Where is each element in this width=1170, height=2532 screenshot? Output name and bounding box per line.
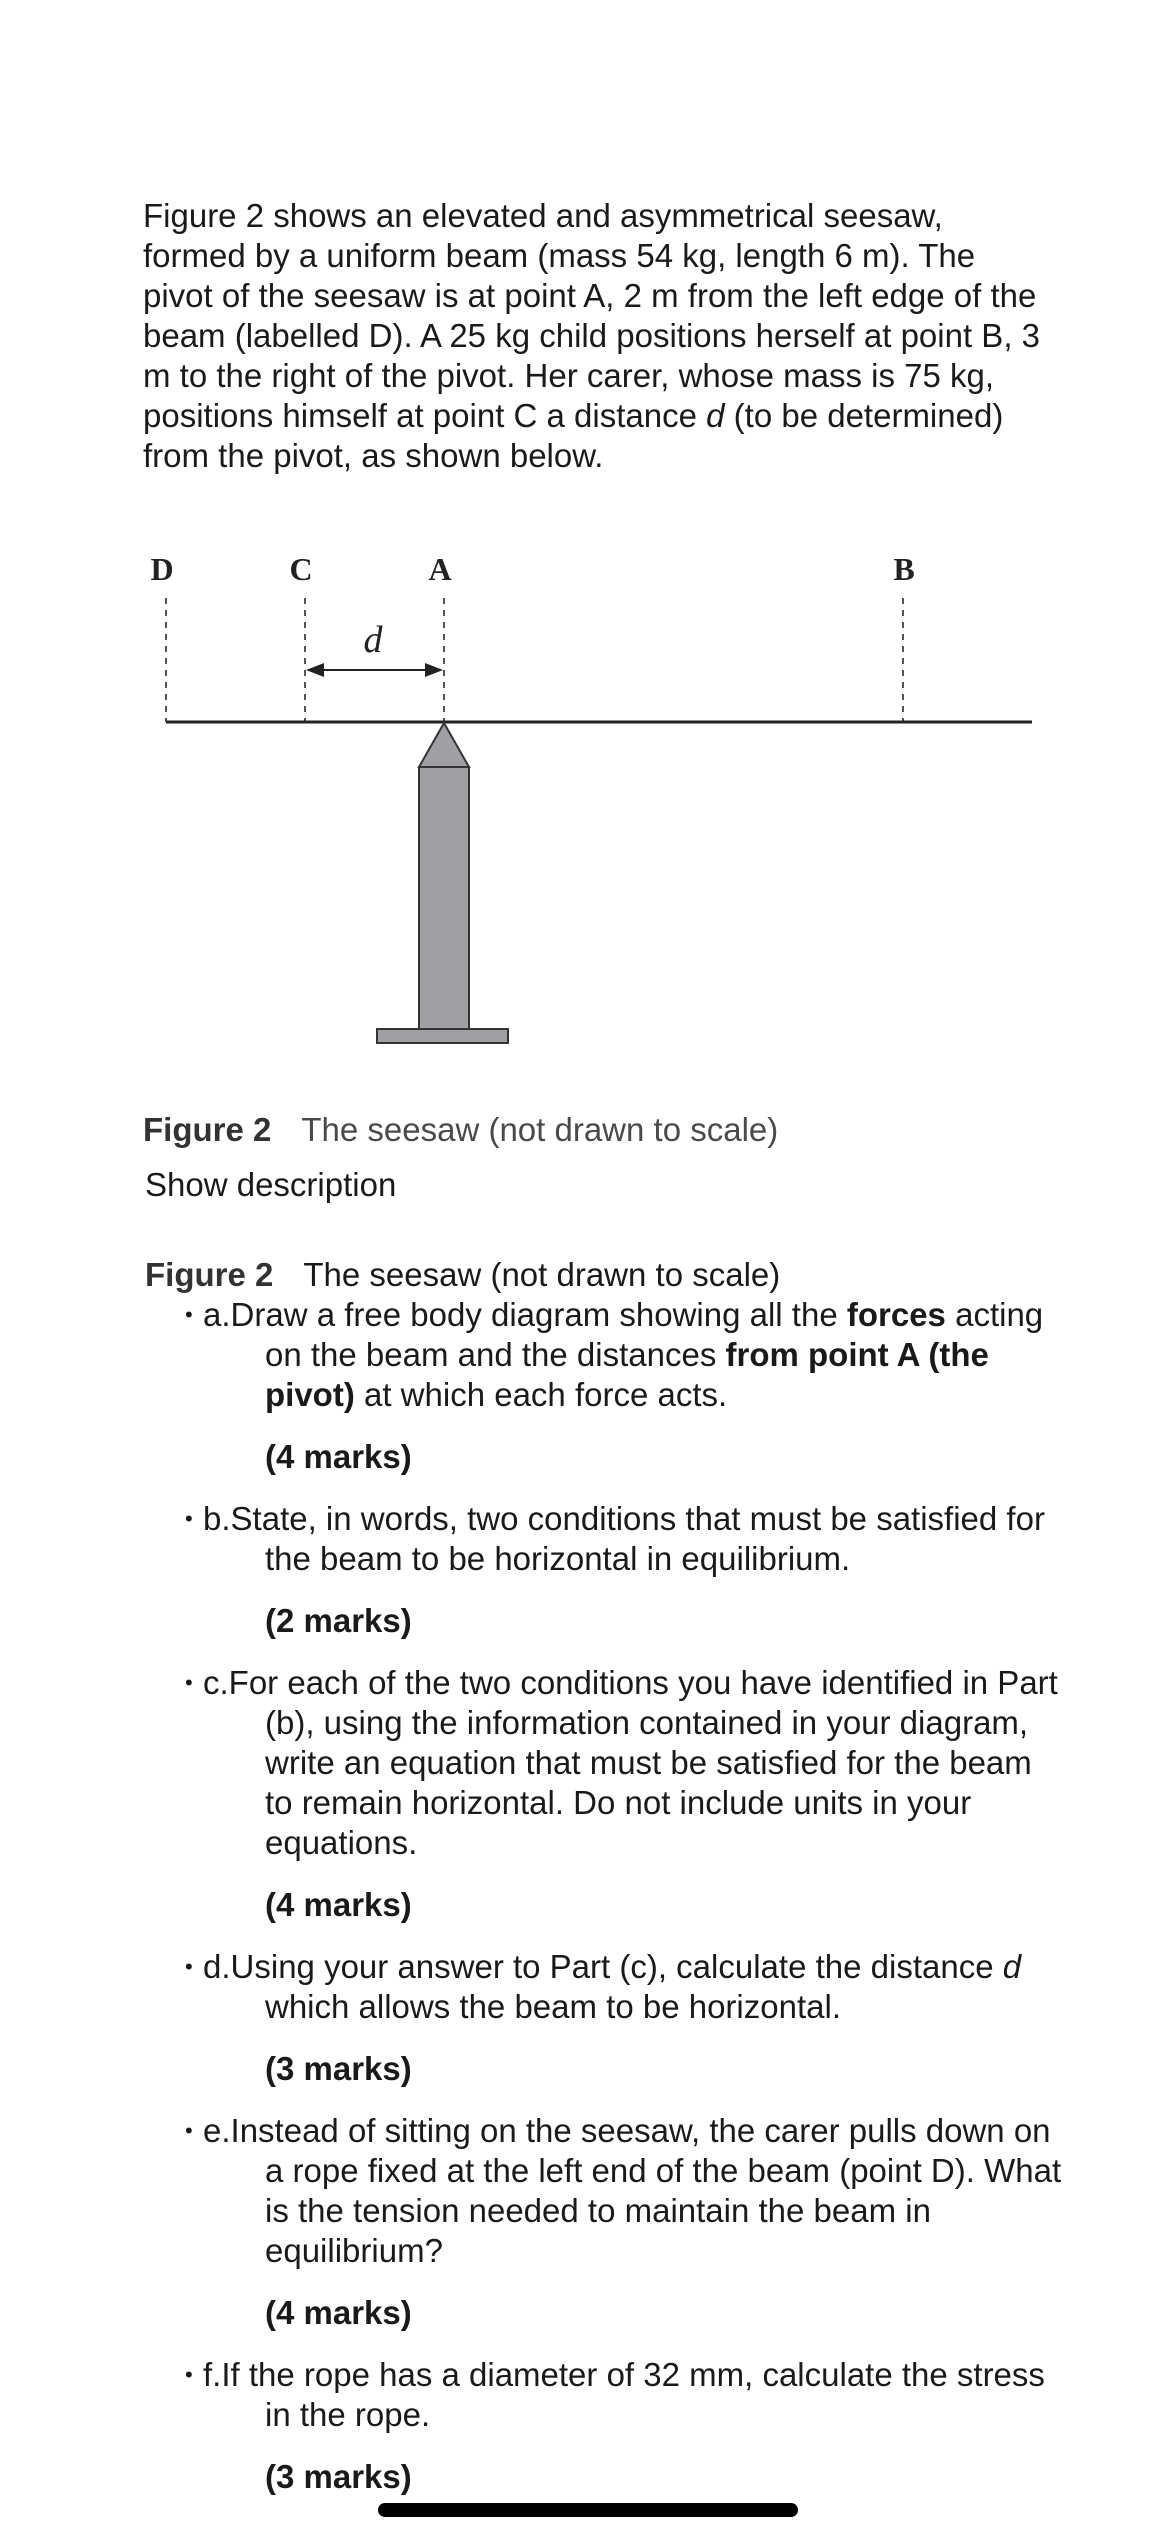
figure-caption	[143, 1110, 778, 1150]
home-indicator[interactable]	[378, 2503, 798, 2517]
question-d-marks: (3 marks)	[265, 2050, 412, 2087]
question-c	[185, 1663, 1065, 1925]
label-distance-d: d	[363, 619, 383, 661]
question-a-marks: (4 marks)	[265, 1438, 412, 1475]
intro-variable-d: d	[706, 397, 725, 434]
intro-text-2: (to be determined) from the pivot, as shown below.	[143, 397, 1004, 474]
figure-caption-repeat-text: The seesaw (not drawn to scale)	[303, 1256, 781, 1293]
question-b-letter: b.	[203, 1500, 231, 1537]
question-d-letter: d.	[203, 1948, 231, 1985]
question-f	[185, 2355, 1065, 2497]
question-e-text	[185, 2111, 1065, 2271]
bullet-icon: •	[185, 2118, 193, 2143]
distance-d-arrow	[306, 663, 443, 677]
question-a-bold-1: forces	[846, 1296, 946, 1333]
question-b-marks: (2 marks)	[265, 1602, 412, 1639]
seesaw-pivot	[377, 723, 508, 1043]
question-d-variable: d	[1002, 1948, 1022, 1985]
label-point-c: C	[289, 551, 313, 587]
label-point-a: A	[428, 551, 452, 587]
question-f-text	[185, 2355, 1065, 2435]
question-e-marks: (4 marks)	[265, 2294, 412, 2331]
intro-text-1: Figure 2 shows an elevated and asymmetrical seesaw, formed by a uniform beam (mass 54 kg, length 6 m). The pivot of the seesaw is at point A, 2 m from the left edge of the beam (labelled D). A 25 kg child positions herself at point B, 3 m to the right of the pivot. Her carer, whose mass is 75 kg, positions himself at point C a distance	[143, 197, 1041, 434]
label-point-b: B	[893, 551, 915, 587]
question-f-body: If the rope has a diameter of 32 mm, calculate the stress in the rope.	[221, 2356, 1045, 2433]
question-f-letter: f.	[203, 2356, 222, 2393]
question-b-body: State, in words, two conditions that must be satisfied for the beam to be horizontal in equilibrium.	[230, 1500, 1045, 1577]
seesaw-diagram	[140, 548, 1040, 1048]
bullet-icon: •	[185, 2362, 193, 2387]
question-d-text	[185, 1947, 1065, 2027]
question-b	[185, 1499, 1065, 1641]
figure-caption-label: Figure 2	[143, 1111, 272, 1148]
figure-caption-text: The seesaw (not drawn to scale)	[301, 1111, 779, 1148]
bullet-icon: •	[185, 1506, 193, 1531]
question-f-marks: (3 marks)	[265, 2458, 412, 2495]
figure-caption-repeat-label: Figure 2	[145, 1256, 274, 1293]
question-list	[185, 1295, 1065, 2519]
question-e	[185, 2111, 1065, 2333]
question-a-bold-2: from point A (the pivot)	[265, 1336, 989, 1413]
label-point-d: D	[150, 551, 174, 587]
question-d-text-1: Using your answer to Part (c), calculate the distance	[230, 1948, 1003, 1985]
show-description-link[interactable]: Show description	[145, 1166, 397, 1203]
question-d-text-2: which allows the beam to be horizontal.	[265, 1988, 841, 2025]
question-c-body: For each of the two conditions you have identified in Part (b), using the information contained in your diagram, write an equation that must be satisfied for the beam to remain horizontal. Do not include units in your equations.	[228, 1664, 1058, 1861]
question-e-body: Instead of sitting on the seesaw, the carer pulls down on a rope fixed at the left end of the beam (point D). What is the tension needed to maintain the beam in equilibrium?	[230, 2112, 1062, 2269]
figure-caption-repeat	[145, 1255, 780, 1295]
question-a-text	[185, 1295, 1065, 1415]
bullet-icon: •	[185, 1954, 193, 1979]
question-a-text-3: at which each force acts.	[354, 1376, 728, 1413]
bullet-icon: •	[185, 1670, 193, 1695]
question-d	[185, 1947, 1065, 2089]
question-b-text	[185, 1499, 1065, 1579]
question-a-text-2: acting on the beam and the distances	[265, 1296, 1044, 1373]
question-c-marks: (4 marks)	[265, 1886, 412, 1923]
question-a-text-1: Draw a free body diagram showing all the	[230, 1296, 847, 1333]
question-e-letter: e.	[203, 2112, 231, 2149]
question-a	[185, 1295, 1065, 1477]
question-c-text	[185, 1663, 1065, 1863]
question-c-letter: c.	[203, 1664, 229, 1701]
intro-paragraph	[143, 196, 1043, 476]
bullet-icon: •	[185, 1302, 193, 1327]
seesaw-figure	[140, 548, 1040, 1048]
question-a-letter: a.	[203, 1296, 231, 1333]
